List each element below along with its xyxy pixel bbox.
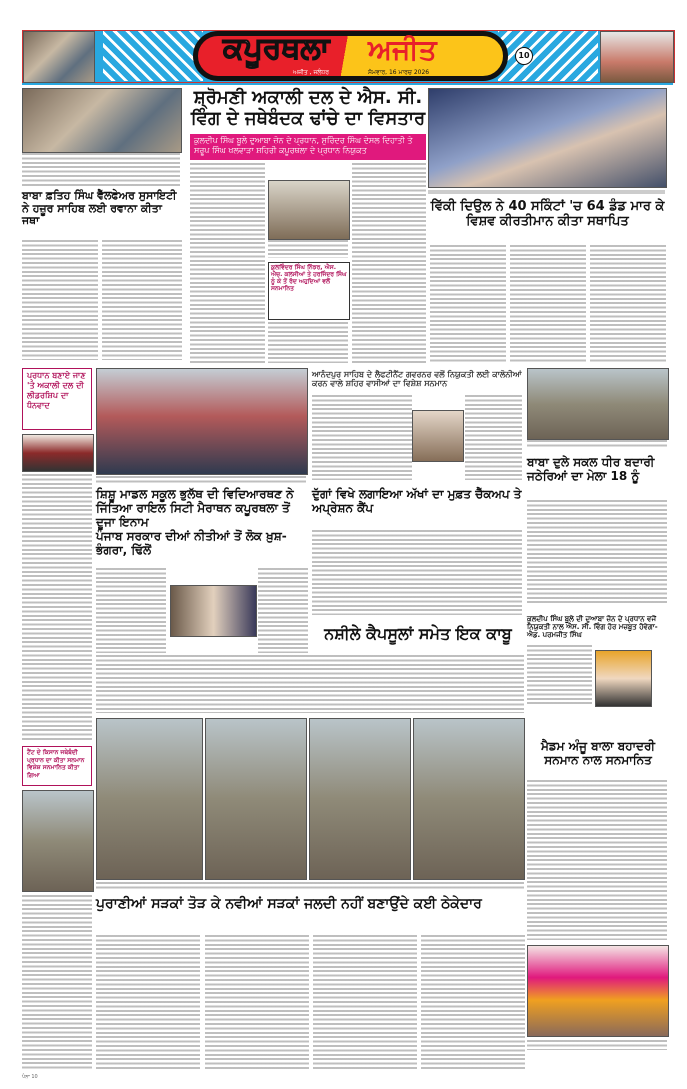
masthead-title-left: ਕਪੂਰਥਲਾ (223, 31, 330, 66)
headline-anand: ਆਨੰਦਪੁਰ ਸਾਹਿਬ ਦੇ ਲੈਫਟੀਨੈਂਟ ਗਵਰਨਰ ਵਲੋਂ ਨਿਯੁਕਤੀ ਲਈ ਕਾਲੋਨੀਆਂ ਕਰਨ ਵਾਲੇ ਸ਼ਹਿਰ ਵਾਸੀਆਂ ਦਾ ਵਿਸ਼ੇਸ਼ ਸਨਮਾਨ (312, 370, 522, 389)
body-text (268, 322, 348, 363)
masthead-left-photo (23, 31, 95, 83)
masthead-right-photo (600, 31, 674, 83)
headline-kuldeep: ਕੁਲਦੀਪ ਸਿੰਘ ਬੂਲੇ ਦੀ ਦੁਆਬਾ ਜ਼ੋਨ ਦੇ ਪ੍ਰਧਾਨ ਵਜੋਂ ਨਿਯੁਕਤੀ ਨਾਲ ਐਸ. ਸੀ. ਵਿੰਗ ਹੋਰ ਮਜ਼ਬੂਤ ਹੋਵੇਗਾ-ਐਡ. ਪਰਮਜੀਤ ਸਿੰਘ (527, 615, 658, 640)
headline-baba-dule: ਬਾਬਾ ਦੁਲੇ ਸਕਲ ਧੀਰ ਬਦਾਰੀ ਜਠੇਰਿਆਂ ਦਾ ਮੇਲਾ 18 ਨੂੰ (527, 455, 655, 483)
body-text (430, 245, 506, 363)
body-text (22, 153, 180, 188)
photo-leaders (268, 180, 350, 240)
headline-roads: ਪੁਰਾਣੀਆਂ ਸੜਕਾਂ ਤੋੜ ਕੇ ਨਵੀਆਂ ਸੜਕਾਂ ਜਲਦੀ ਨਹੀਂ ਬਣਾਉਂਦੇ ਕਈ ਠੇਕੇਦਾਰ (96, 896, 482, 912)
body-text (527, 500, 667, 605)
masthead-pattern-right (498, 31, 598, 81)
headline-madam: ਮੈਡਮ ਅੰਜੂ ਬਾਲਾ ਬਹਾਦਰੀ ਸਨਮਾਨ ਨਾਲ ਸਨਮਾਨਿਤ (540, 739, 656, 767)
headline-punjab: ਪੰਜਾਬ ਸਰਕਾਰ ਦੀਆਂ ਨੀਤੀਆਂ ਤੋਂ ਲੋਕ ਖ਼ੁਸ਼-ਭੰਗਰਾ, ਢਿੱਲੋਂ (96, 529, 287, 557)
photo-kuldeep (595, 650, 652, 707)
photo-side2 (22, 790, 94, 892)
body-text (268, 240, 348, 258)
body-text (527, 780, 667, 940)
headline-side1: ਪ੍ਰਧਾਨ ਬਣਾਏ ਜਾਣ 'ਤੇ ਅਕਾਲੀ ਦਲ ਦੀ ਲੀਡਰਸ਼ਿਪ ਦਾ ਧੰਨਵਾਦ (22, 368, 92, 430)
photo-side1 (22, 434, 94, 472)
masthead (22, 30, 675, 83)
body-text (22, 474, 92, 742)
headline-baba: ਬਾਬਾ ਫ਼ਤਿਹ ਸਿੰਘ ਵੈੱਲਫੇਅਰ ਸੁਸਾਇਟੀ ਨੇ ਹਜ਼ੂਰ ਸਾਹਿਬ ਲਈ ਰਵਾਨਾ ਕੀਤਾ ਜਥਾ (22, 189, 177, 228)
body-text (190, 163, 265, 363)
headline-camp: ਦੁੱਗਾਂ ਵਿਖੇ ਲਗਾਇਆ ਅੱਖਾਂ ਦਾ ਮੁਫ਼ਤ ਚੈੱਕਅਪ ਤੇ ਅਪ੍ਰੇਸ਼ਨ ਕੈਂਪ (312, 487, 522, 515)
headline-drugs: ਨਸ਼ੀਲੇ ਕੈਪਸੂਲਾਂ ਸਮੇਤ ਇਕ ਕਾਬੂ (324, 624, 512, 643)
body-text (421, 935, 525, 1070)
photo-jatha (22, 88, 182, 153)
body-text (527, 1040, 667, 1050)
photo-road-4 (413, 718, 525, 880)
photo-dhillon (170, 585, 257, 637)
page-number: 10 (515, 47, 533, 65)
photo-road-3 (309, 718, 411, 880)
body-text (96, 882, 524, 891)
photo-marathon (96, 368, 308, 475)
headline-appointed: ਕੁਲਵਿੰਦਰ ਸਿੰਘ ਨਿੱਝਰ, ਐਸ. ਐਚ. ਕਲਸੀਆਂ ਤੇ ਹਰਜਿੰਦਰ ਸਿੰਘ ਨੂੰ ਕੇ ਤੋਂ ਰੱਦ ਅਹੁਦਿਆਂ ਵਲੋਂ ਸਨਮਾਨਿਤ (271, 264, 347, 292)
masthead-date: ਸੋਮਵਾਰ, 16 ਮਾਰਚ 2026 (368, 69, 430, 76)
photo-honour (527, 368, 669, 440)
body-text (510, 245, 586, 363)
headline-school: ਸ਼ਿਸ਼ੂ ਮਾਡਲ ਸਕੂਲ ਭੁਲੱਥ ਦੀ ਵਿਦਿਆਰਥਣ ਨੇ ਜਿੱਤਿਆ ਰਾਇਲ ਸਿਟੀ ਮੈਰਾਥਨ ਕਪੂਰਥਲਾ ਤੋਂ ਦੂਜਾ ਇਨਾਮ (96, 487, 294, 529)
footer-label: ਪੰਨਾ 10 (22, 1074, 38, 1080)
photo-vicky (428, 88, 667, 188)
body-text (22, 895, 92, 1070)
body-text (312, 395, 412, 480)
photo-road-1 (96, 718, 203, 880)
body-text (465, 395, 522, 480)
body-text (96, 655, 524, 713)
body-text (590, 245, 666, 363)
body-text (352, 163, 426, 363)
box-appointed (268, 262, 350, 320)
body-text (102, 240, 182, 360)
photo-madam (527, 945, 669, 1037)
body-text (527, 645, 592, 705)
headline-main: ਸ਼੍ਰੋਮਣੀ ਅਕਾਲੀ ਦਲ ਦੇ ਐਸ. ਸੀ. ਵਿੰਗ ਦੇ ਜਥੇਬੰਦਕ ਢਾਂਚੇ ਦਾ ਵਿਸਤਾਰ (190, 87, 426, 129)
masthead-edition: ਅਜੀਤ , ਜਲੰਧਰ (293, 69, 329, 76)
body-text (313, 935, 417, 1070)
masthead-rule (22, 83, 673, 85)
body-text (96, 476, 306, 484)
subhead-main: ਕੁਲਦੀਪ ਸਿੰਘ ਬੂਲੇ ਦੁਆਬਾ ਜ਼ੋਨ ਦੇ ਪ੍ਰਧਾਨ, ਸੁਰਿੰਦਰ ਸਿੰਘ ਦੇਸਲ ਦਿਹਾਤੀ ਤੇ ਸਰੂਪ ਸਿੰਘ ਖਲਵਾੜਾ ਸ਼ਹਿਰੀ ਕਪੂਰਥਲਾ ਦੇ ਪ੍ਰਧਾਨ ਨਿਯੁਕਤ (190, 134, 426, 160)
body-text (312, 530, 522, 615)
body-text (96, 568, 166, 653)
body-text (527, 440, 667, 448)
body-text (258, 568, 308, 653)
masthead-title-right: ਅਜੀਤ (368, 33, 437, 66)
body-text (96, 935, 200, 1070)
body-text (205, 935, 309, 1070)
photo-road-2 (205, 718, 307, 880)
masthead-pattern-left (103, 31, 203, 81)
body-text (22, 240, 98, 360)
photo-caption (428, 190, 665, 194)
headline-side2: ਟੈਂਟ ਦੇ ਕਿਸਾਨ ਜਥੇਬੰਦੀ ਪ੍ਰਧਾਨ ਦਾ ਕੀਤਾ ਸਨਮਾਨ ਵਿਸ਼ੇਸ਼ ਸਨਮਾਨਿਤ ਕੀਤਾ ਗਿਆ (22, 746, 92, 786)
headline-vicky: ਵਿੱਕੀ ਦਿਉਲ ਨੇ 40 ਸਕਿੰਟਾਂ 'ਚ 64 ਡੰਡ ਮਾਰ ਕੇ ਵਿਸ਼ਵ ਕੀਰਤੀਮਾਨ ਕੀਤਾ ਸਥਾਪਿਤ (430, 199, 665, 229)
photo-anand (412, 410, 464, 462)
